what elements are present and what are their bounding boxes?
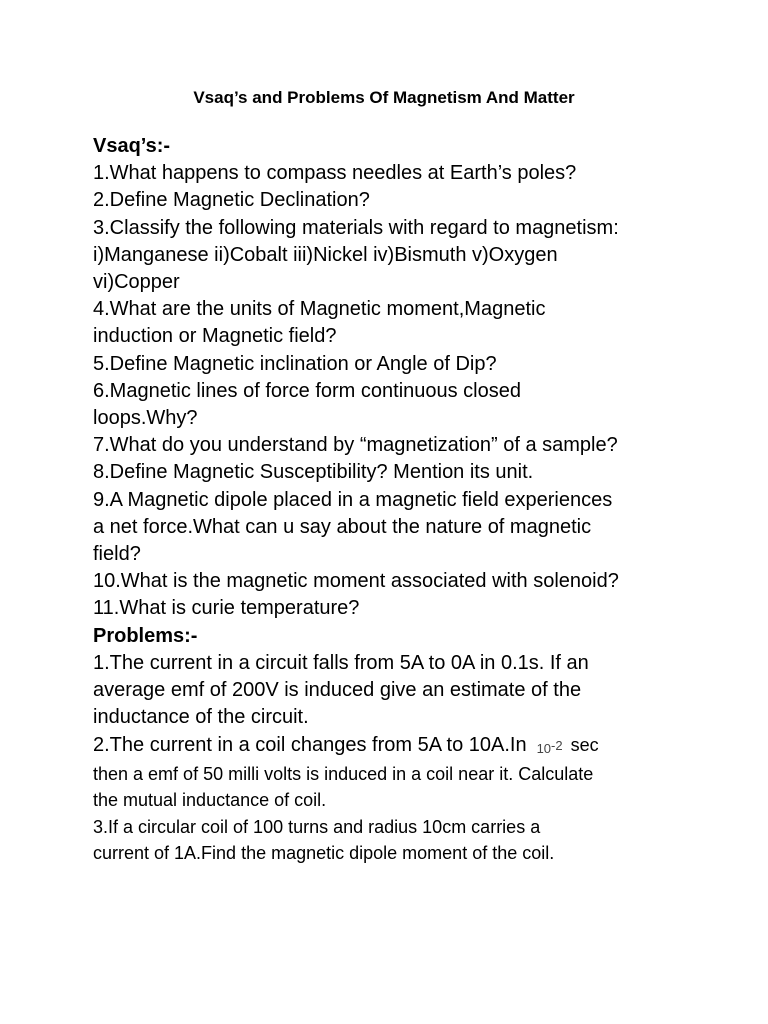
- vsaq-line: 9.A Magnetic dipole placed in a magnetic field experiences: [93, 488, 613, 511]
- vsaq-line: loops.Why?: [93, 407, 198, 430]
- problem-2-lead-line: [93, 732, 693, 760]
- problems-list: [93, 650, 693, 867]
- vsaq-line: vi)Copper: [93, 271, 180, 294]
- problem-3-line: current of 1A.Find the magnetic dipole moment of the coil.: [93, 843, 555, 864]
- vsaq-line: 10.What is the magnetic moment associated with solenoid?: [93, 570, 619, 593]
- vsaq-line: 5.Define Magnetic inclination or Angle of Dip?: [93, 352, 497, 375]
- vsaq-line: 6.Magnetic lines of force form continuous closed: [93, 379, 521, 402]
- vsaq-line: 1.What happens to compass needles at Earth’s poles?: [93, 162, 577, 185]
- vsaq-line: 4.What are the units of Magnetic moment,Magnetic: [93, 298, 546, 321]
- document-body: [93, 133, 693, 867]
- time-unit: sec: [570, 735, 599, 756]
- vsaq-line: 8.Define Magnetic Susceptibility? Mention its unit.: [93, 461, 534, 484]
- document-title: Vsaq’s and Problems Of Magnetism And Matter: [193, 88, 575, 107]
- vsaq-line: a net force.What can u say about the nature of magnetic: [93, 515, 592, 538]
- problems-heading: Problems:-: [93, 624, 198, 647]
- vsaq-line: 3.Classify the following materials with regard to magnetism:: [93, 216, 619, 239]
- vsaq-line: 11.What is curie temperature?: [93, 597, 360, 620]
- vsaq-heading: Vsaq’s:-: [93, 135, 171, 157]
- problem-1-line: average emf of 200V is induced give an estimate of the: [93, 679, 582, 702]
- vsaq-line: 2.Define Magnetic Declination?: [93, 189, 370, 212]
- problem-2-line: the mutual inductance of coil.: [93, 790, 327, 811]
- vsaq-line: induction or Magnetic field?: [93, 325, 337, 348]
- vsaq-list: [93, 160, 693, 622]
- vsaq-line: 7.What do you understand by “magnetization” of a sample?: [93, 434, 618, 457]
- problem-1-line: inductance of the circuit.: [93, 706, 309, 729]
- problem-2-lead: 2.The current in a coil changes from 5A to 10A.In: [93, 734, 527, 757]
- vsaq-line: i)Manganese ii)Cobalt iii)Nickel iv)Bismuth v)Oxygen: [93, 243, 558, 266]
- problem-2-line: then a emf of 50 milli volts is induced in a coil near it. Calculate: [93, 763, 594, 784]
- problem-3-line: 3.If a circular coil of 100 turns and radius 10cm carries a: [93, 816, 541, 837]
- power-base: 10: [536, 741, 552, 757]
- vsaq-line: field?: [93, 543, 141, 566]
- power-exponent: -2: [551, 738, 563, 754]
- power-of-ten: [537, 735, 563, 762]
- problem-1-line: 1.The current in a circuit falls from 5A to 0A in 0.1s. If an: [93, 651, 589, 674]
